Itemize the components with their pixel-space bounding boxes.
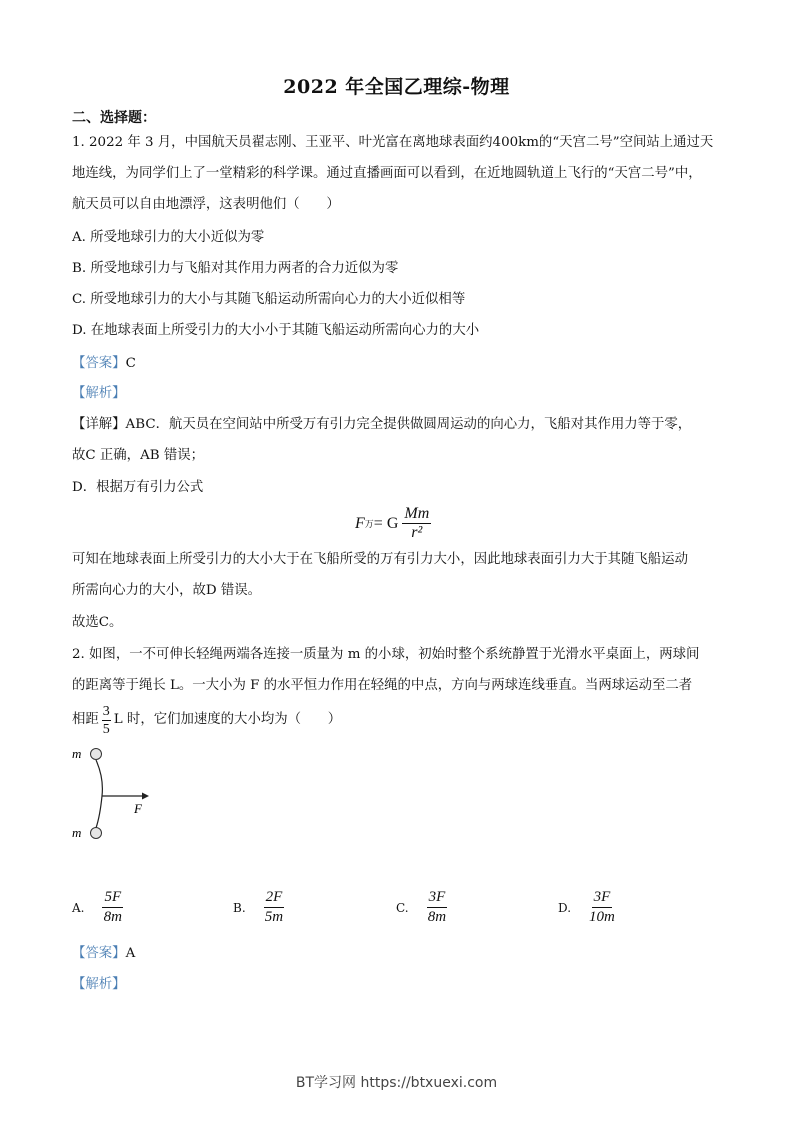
choice-numerator: 3F <box>427 888 448 908</box>
answer-tag: 【答案】 <box>72 356 126 371</box>
q2-answer <box>72 944 135 964</box>
q1-stem-line: 航天员可以自由地漂浮，这表明他们（ ） <box>72 197 340 212</box>
q2-stem-line: 2. 如图，一不可伸长轻绳两端各连接一质量为 m 的小球，初始时整个系统静置于光滑水平桌面上，两球间 <box>72 647 700 662</box>
rope-diagram <box>70 742 160 847</box>
choice-label: B. <box>233 900 246 915</box>
choice-numerator: 3F <box>592 888 613 908</box>
choice-fraction <box>427 888 448 927</box>
formula-fraction <box>402 505 431 542</box>
choice-label: C. <box>396 900 409 915</box>
answer-value: A <box>125 946 136 961</box>
q1-detail-line: 故C 正确，AB 错误； <box>72 448 205 463</box>
q1-option-b: B. 所受地球引力与飞船对其作用力两者的合力近似为零 <box>72 261 399 276</box>
choice-label: D. <box>558 900 572 915</box>
analysis-tag: 【解析】 <box>72 977 126 992</box>
q1-detail-line: D．根据万有引力公式 <box>72 480 204 495</box>
q2-stem-line: 的距离等于绳长 L。一大小为 F 的水平恒力作用在轻绳的中点，方向与两球连线垂直。当两球运动至二者 <box>72 678 693 693</box>
formula-lhs: F <box>355 514 365 532</box>
formula-equals: = G <box>373 514 399 532</box>
q1-option-d: D. 在地球表面上所受引力的大小小于其随飞船运动所需向心力的大小 <box>72 323 480 338</box>
q1-stem-line: 1. 2022 年 3 月，中国航天员翟志刚、王亚平、叶光富在离地球表面约400km的“天宫二号”空间站上通过天 <box>72 135 714 150</box>
force-label: F <box>134 801 142 816</box>
q2-choice-b <box>233 888 284 927</box>
mass-label-bottom: m <box>72 825 82 840</box>
choice-numerator: 5F <box>102 888 123 908</box>
q2-stem-line <box>72 700 341 740</box>
gravitation-formula <box>355 505 431 542</box>
q1-analysis-tag <box>72 384 126 404</box>
q1-detail2-line: 所需向心力的大小，故D 错误。 <box>72 583 262 598</box>
q2-stem-prefix: 相距 <box>72 712 99 727</box>
answer-value: C <box>125 356 136 371</box>
q2-analysis-tag <box>72 975 126 995</box>
q1-detail2-line: 故选C。 <box>72 615 123 630</box>
q1-option-c: C. 所受地球引力的大小与其随飞船运动所需向心力的大小近似相等 <box>72 292 466 307</box>
formula-subscript: 万 <box>364 519 374 529</box>
choice-denominator: 5m <box>264 909 284 925</box>
answer-tag: 【答案】 <box>72 946 126 961</box>
q1-stem-line: 地连线，为同学们上了一堂精彩的科学课。通过直播画面可以看到，在近地圆轨道上飞行的“天宫二号”中， <box>72 166 702 181</box>
q1-option-a: A. 所受地球引力的大小近似为零 <box>72 230 265 245</box>
mass-label-top: m <box>72 746 82 761</box>
q1-detail2-line: 可知在地球表面上所受引力的大小大于在飞船所受的万有引力大小，因此地球表面引力大于其随飞船运动 <box>72 552 688 567</box>
choice-numerator: 2F <box>264 888 285 908</box>
choice-denominator: 10m <box>589 909 615 925</box>
q2-stem-suffix: L 时，它们加速度的大小均为（ ） <box>113 712 342 727</box>
choice-fraction <box>264 888 285 927</box>
rope-icon <box>96 760 102 828</box>
choice-fraction <box>102 888 123 927</box>
choice-denominator: 8m <box>103 909 122 925</box>
footer-watermark: BT学习网 https://btxuexi.com <box>295 1075 498 1091</box>
q2-choice-d <box>558 888 615 927</box>
analysis-tag: 【解析】 <box>72 386 126 401</box>
fraction-denominator: 5 <box>102 721 110 737</box>
q1-detail-line: 【详解】ABC．航天员在空间站中所受万有引力完全提供做圆周运动的向心力，飞船对其作用力等于零， <box>72 417 692 432</box>
q1-answer <box>72 354 136 374</box>
distance-fraction <box>102 703 111 738</box>
choice-denominator: 8m <box>427 909 447 925</box>
fraction-numerator: 3 <box>102 703 110 719</box>
q2-choice-a <box>72 888 123 927</box>
ball-top-icon <box>91 749 102 760</box>
choice-label: A. <box>72 900 85 915</box>
formula-numerator: Mm <box>404 505 430 522</box>
formula-denominator: r² <box>411 524 423 541</box>
document-title: 2022 年全国乙理综-物理 <box>283 76 510 98</box>
q2-choice-c <box>396 888 447 927</box>
choice-fraction <box>589 888 615 927</box>
section-heading: 二、选择题： <box>72 110 156 126</box>
ball-bottom-icon <box>91 828 102 839</box>
